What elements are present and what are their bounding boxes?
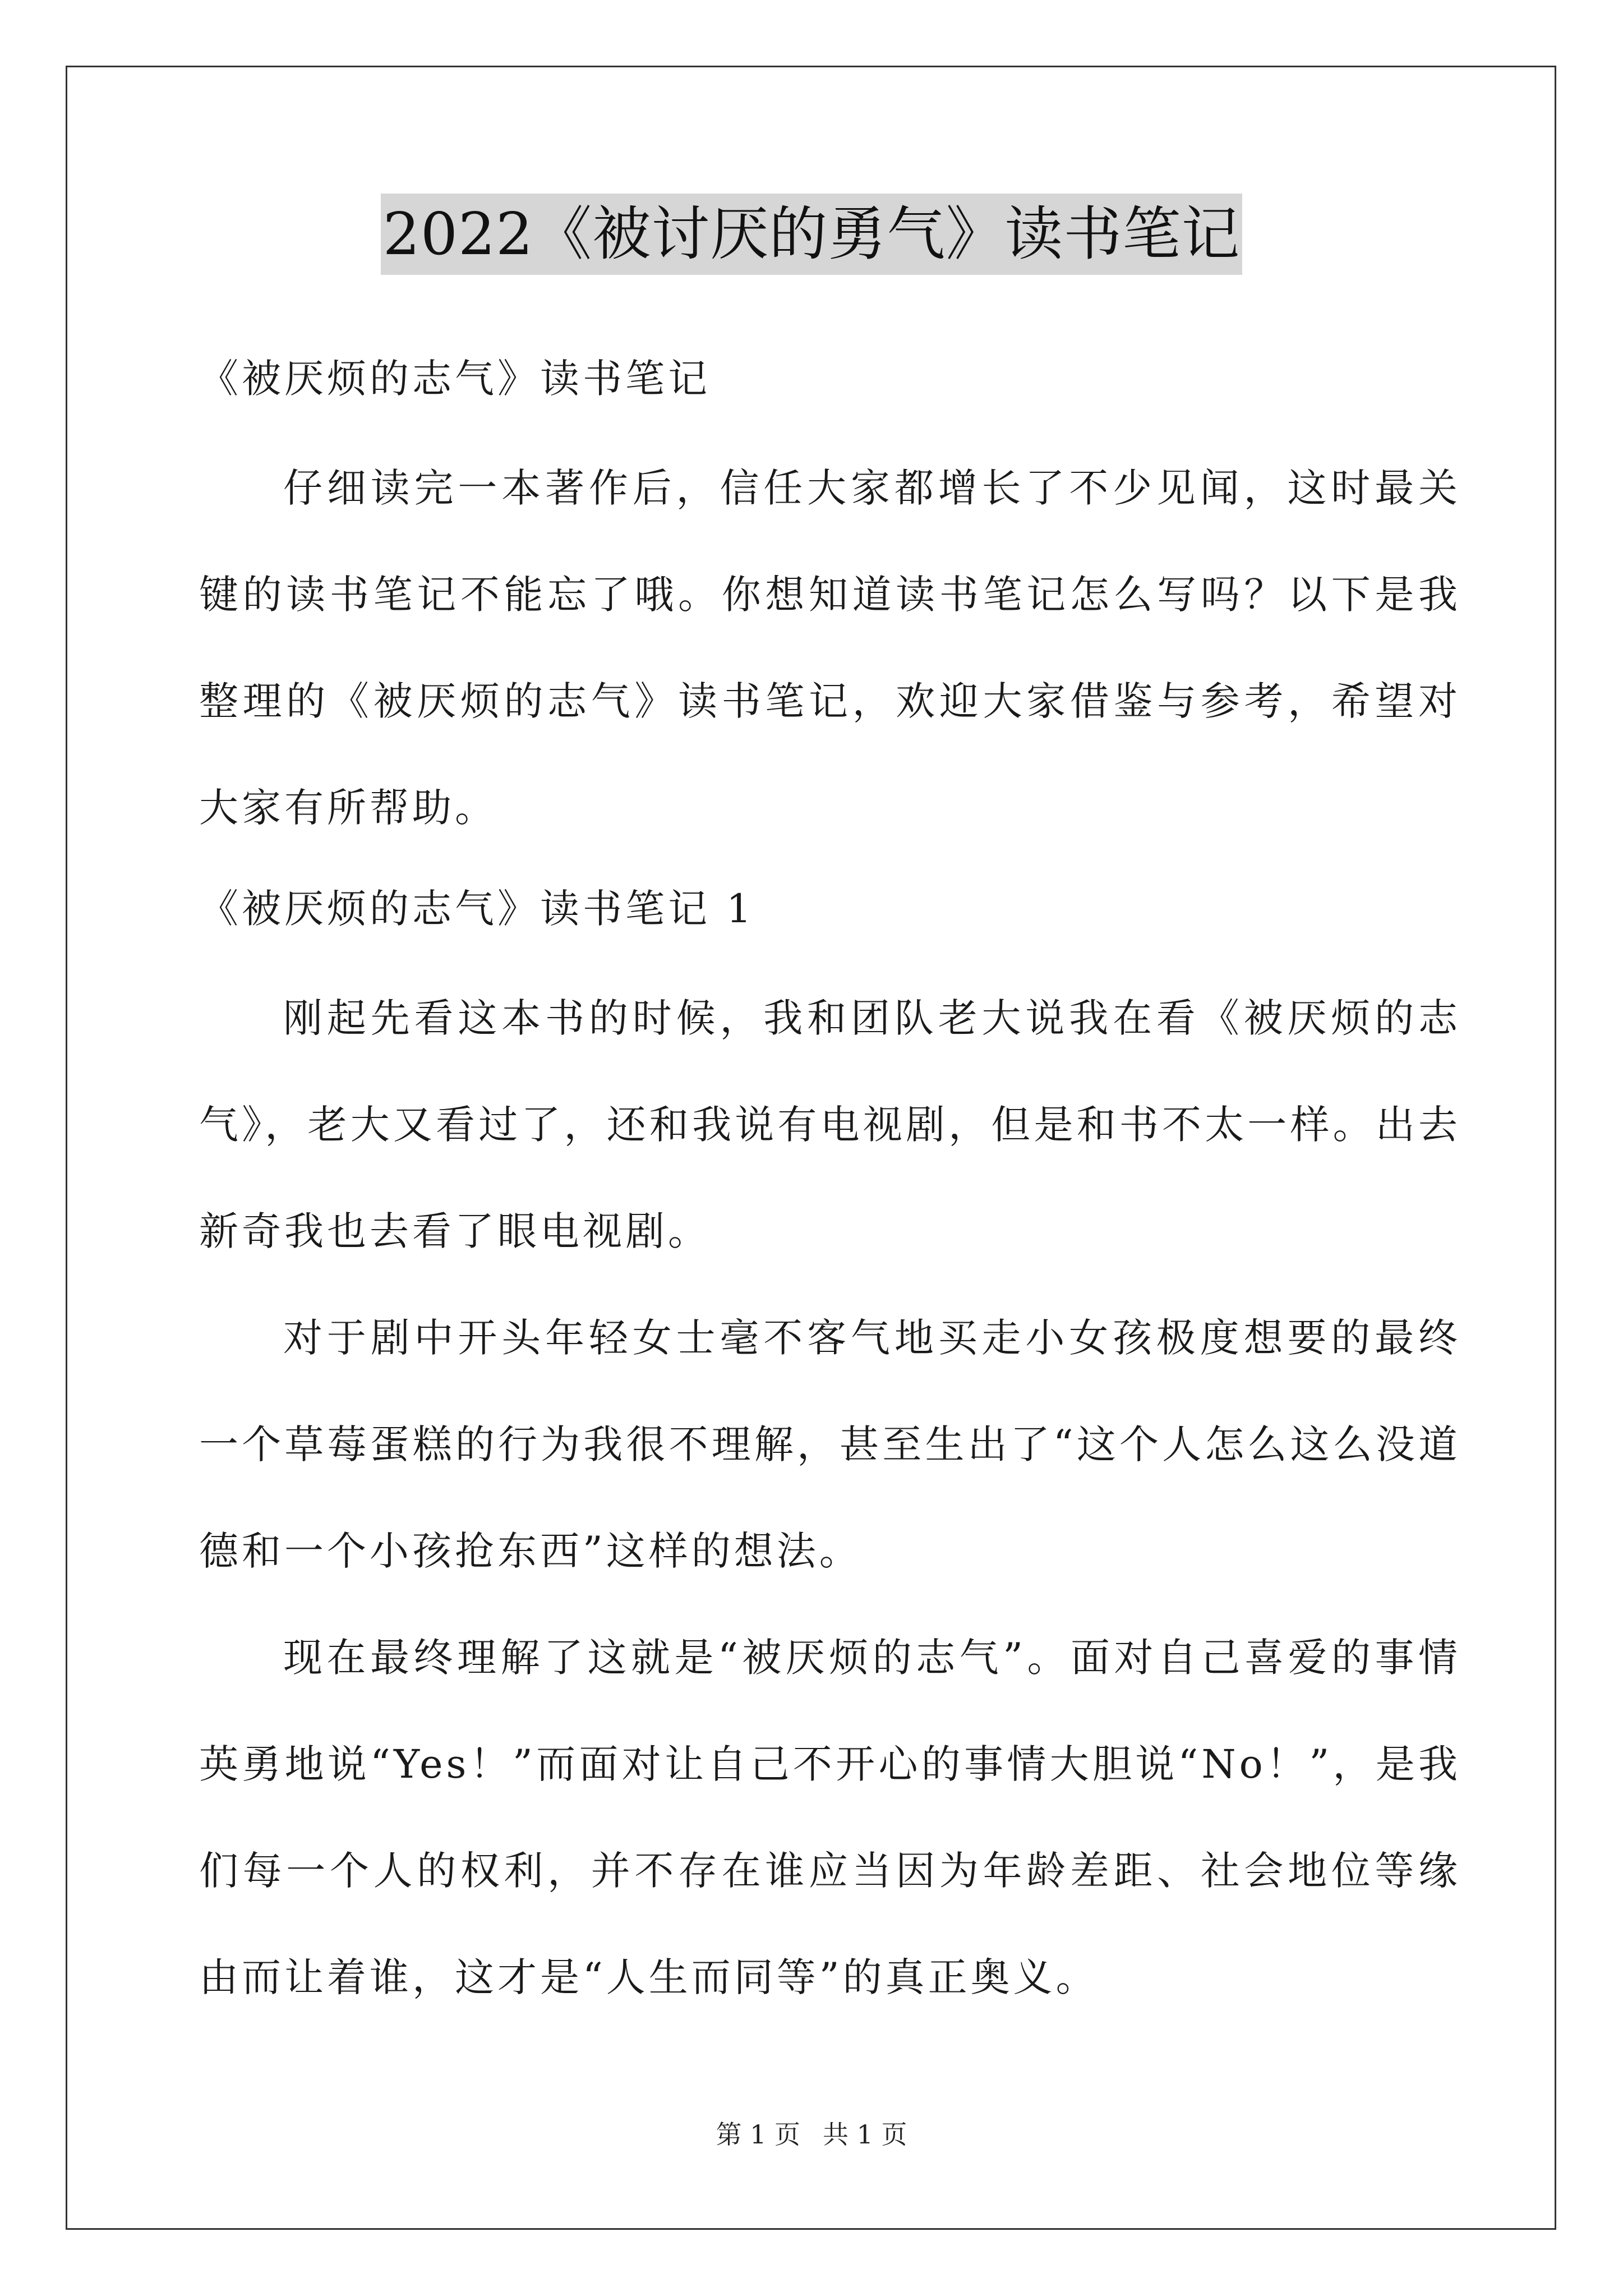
section-heading: 《被厌烦的志气》读书笔记 1 <box>199 886 755 932</box>
page-total: 共 1 页 <box>823 2119 907 2150</box>
paragraph-3: 现在最终理解了这就是“被厌烦的志气”。面对自己喜爱的事情英勇地说“Yes！”而面对让自己不开心的事情大胆说“No！”，是我们每一个人的权利，并不存在谁应当因为年龄差距、社会地位等缘由而让着谁，这才是“人生而同等”的真正奥义。 <box>199 1635 1461 2000</box>
document-title: 2022《被讨厌的勇气》读书笔记 <box>381 194 1243 275</box>
page-number: 第 1 页 <box>716 2119 800 2150</box>
paragraph-1: 刚起先看这本书的时候，我和团队老大说我在看《被厌烦的志气》，老大又看过了，还和我说有电视剧，但是和书不太一样。出去新奇我也去看了眼电视剧。 <box>199 995 1461 1254</box>
intro-paragraph: 仔细读完一本著作后，信任大家都增长了不少见闻，这时最关键的读书笔记不能忘了哦。你想知道读书笔记怎么写吗？以下是我整理的《被厌烦的志气》读书笔记，欢迎大家借鉴与参考，希望对大家有所帮助。 <box>199 465 1461 831</box>
document-subtitle: 《被厌烦的志气》读书笔记 <box>199 356 711 402</box>
paragraph-2: 对于剧中开头年轻女士毫不客气地买走小女孩极度想要的最终一个草莓蛋糕的行为我很不理解，甚至生出了“这个人怎么这么没道德和一个小孩抢东西”这样的想法。 <box>199 1315 1461 1574</box>
title-container <box>0 194 1623 275</box>
page-footer <box>0 2118 1623 2151</box>
